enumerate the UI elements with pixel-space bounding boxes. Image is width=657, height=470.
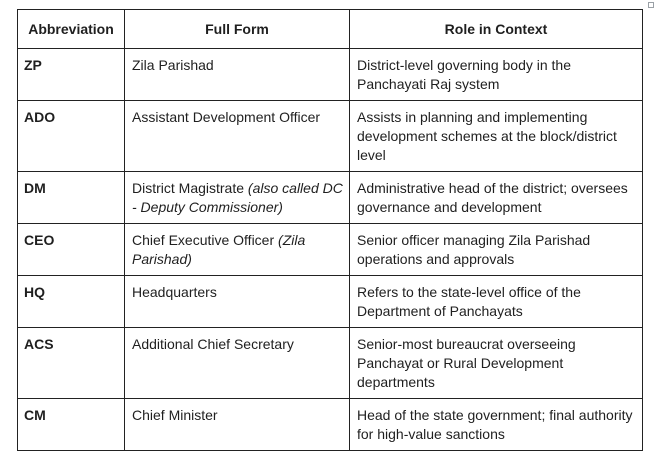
- table-header-row: [18, 10, 643, 49]
- table-row: [18, 224, 643, 276]
- cell-abbreviation: CM: [18, 399, 125, 451]
- cell-abbreviation: ACS: [18, 328, 125, 399]
- cell-full-form: [125, 49, 350, 101]
- table-row: [18, 276, 643, 328]
- header-abbreviation: Abbreviation: [18, 10, 125, 49]
- table-row: [18, 399, 643, 451]
- cell-role: Administrative head of the district; oversees governance and development: [350, 172, 643, 224]
- full-form-text: Assistant Development Officer: [132, 109, 321, 125]
- cell-full-form: [125, 399, 350, 451]
- header-full-form: Full Form: [125, 10, 350, 49]
- corner-handle-icon: [648, 2, 654, 8]
- full-form-text: District Magistrate: [132, 180, 248, 196]
- full-form-text: Chief Minister: [132, 407, 218, 423]
- cell-abbreviation: CEO: [18, 224, 125, 276]
- table-row: [18, 101, 643, 172]
- header-role-in-context: Role in Context: [350, 10, 643, 49]
- abbreviations-table-container: [17, 9, 642, 451]
- cell-full-form: [125, 276, 350, 328]
- full-form-text: Headquarters: [132, 284, 217, 300]
- cell-role: Head of the state government; final authority for high-value sanctions: [350, 399, 643, 451]
- full-form-note: (Zila Parishad): [132, 232, 306, 267]
- cell-role: Refers to the state-level office of the Department of Panchayats: [350, 276, 643, 328]
- cell-full-form: [125, 172, 350, 224]
- full-form-text: Zila Parishad: [132, 57, 214, 73]
- cell-full-form: [125, 101, 350, 172]
- table-row: [18, 49, 643, 101]
- cell-role: District-level governing body in the Panchayati Raj system: [350, 49, 643, 101]
- cell-abbreviation: HQ: [18, 276, 125, 328]
- table-row: [18, 328, 643, 399]
- cell-role: Senior officer managing Zila Parishad operations and approvals: [350, 224, 643, 276]
- cell-full-form: [125, 224, 350, 276]
- cell-abbreviation: DM: [18, 172, 125, 224]
- full-form-text: Chief Executive Officer: [132, 232, 279, 248]
- cell-abbreviation: ADO: [18, 101, 125, 172]
- full-form-text: Additional Chief Secretary: [132, 336, 294, 352]
- cell-abbreviation: ZP: [18, 49, 125, 101]
- full-form-note: (also called DC - Deputy Commissioner): [132, 180, 343, 215]
- cell-role: Assists in planning and implementing development schemes at the block/district level: [350, 101, 643, 172]
- cell-full-form: [125, 328, 350, 399]
- cell-role: Senior-most bureaucrat overseeing Panchayat or Rural Development departments: [350, 328, 643, 399]
- table-row: [18, 172, 643, 224]
- abbreviations-table: [17, 9, 643, 451]
